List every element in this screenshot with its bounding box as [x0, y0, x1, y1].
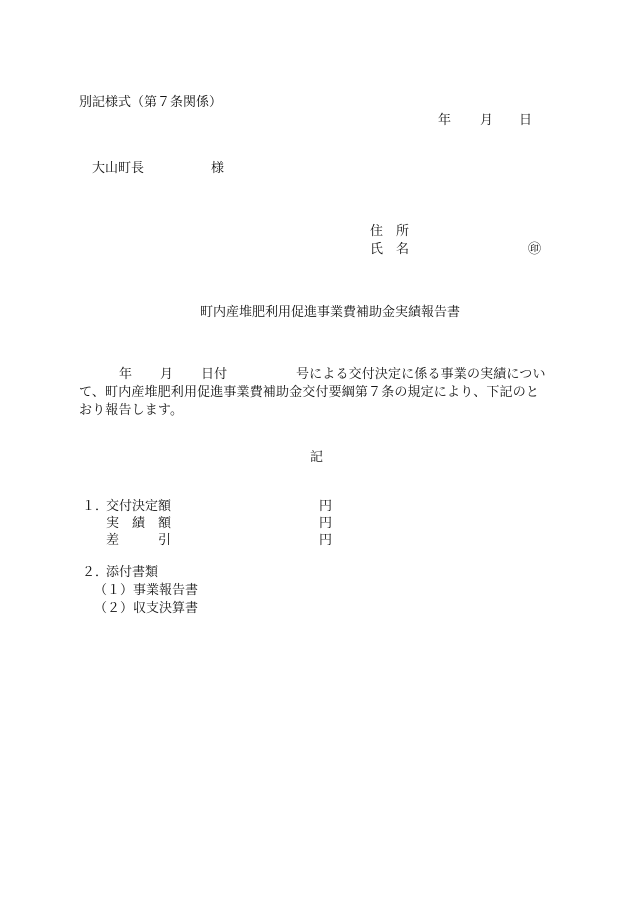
section1-row-label: 差 引 — [106, 533, 172, 548]
body-line1-rest: 号による交付決定に係る事業の実績につい — [296, 367, 546, 382]
date-year: 年 — [438, 113, 452, 128]
date-day: 日 — [519, 113, 533, 128]
section1-row-unit: 円 — [319, 499, 333, 514]
seal-mark: ㊞ — [528, 242, 542, 257]
date-month: 月 — [480, 113, 494, 128]
name-label: 氏 名 — [370, 242, 410, 257]
address-label: 住 所 — [370, 224, 410, 239]
attachment-item: （２）収支決算書 — [94, 601, 199, 616]
body-line2: て、町内産堆肥利用促進事業費補助金交付要綱第７条の規定により、下記のと — [79, 385, 539, 400]
body-month: 月 — [160, 367, 174, 382]
section1-row-unit: 円 — [319, 533, 333, 548]
section2-number: ２． — [82, 565, 109, 580]
form-label: 別記様式（第７条関係） — [79, 95, 223, 110]
body-line3: おり報告します。 — [79, 403, 184, 418]
section1-row-label: 実 績 額 — [106, 516, 172, 531]
section1-number: １． — [82, 499, 109, 514]
section2-title: 添付書類 — [106, 565, 159, 580]
section1-row-unit: 円 — [319, 516, 333, 531]
document-title: 町内産堆肥利用促進事業費補助金実績報告書 — [200, 305, 461, 320]
recipient-honorific: 様 — [211, 161, 225, 176]
attachment-item: （１）事業報告書 — [94, 583, 199, 598]
ki-heading: 記 — [310, 450, 324, 465]
recipient-name: 大山町長 — [92, 161, 145, 176]
body-day-suffix: 日付 — [201, 367, 228, 382]
body-year: 年 — [119, 367, 133, 382]
section1-row-label: 交付決定額 — [106, 499, 172, 514]
